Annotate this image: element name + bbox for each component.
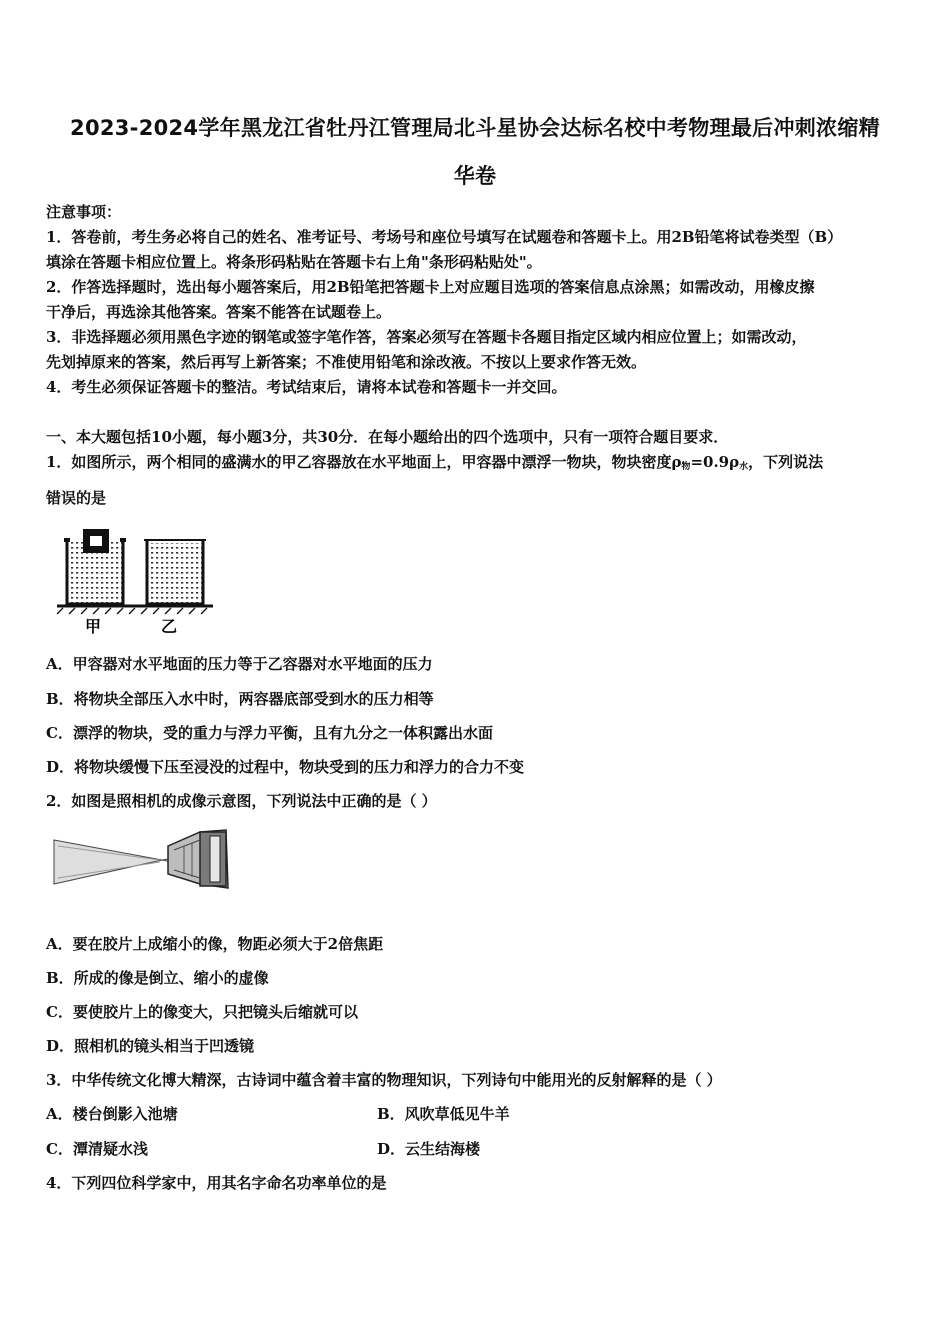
notice-line: 1．答卷前，考生务必将自己的姓名、准考证号、考场号和座位号填写在试题卷和答题卡上。用2B铅笔将试卷类型（B） [46, 228, 843, 246]
notice-line: 填涂在答题卡相应位置上。将条形码粘贴在答题卡右上角"条形码粘贴处"。 [46, 253, 542, 271]
camera-body [168, 830, 228, 888]
page-title-line2: 华卷 [453, 164, 497, 188]
q3-option-b: B．风吹草低见牛羊 [377, 1105, 510, 1123]
q1-stem-line2: 错误的是 [46, 489, 107, 507]
notice-line: 2．作答选择题时，选出每小题答案后，用2B铅笔把答题卡上对应题目选项的答案信息点涂黑；如需改动，用橡皮擦 [46, 278, 815, 296]
q2-stem: 2．如图是照相机的成像示意图，下列说法中正确的是（ ） [46, 792, 437, 810]
notice-line: 先划掉原来的答案，然后再写上新答案；不准使用铅笔和涂改液。不按以上要求作答无效。 [46, 353, 647, 371]
notice-line: 干净后，再选涂其他答案。答案不能答在试题卷上。 [46, 303, 392, 321]
q2-option-a: A．要在胶片上成缩小的像，物距必须大于2倍焦距 [46, 935, 384, 953]
ground [57, 606, 213, 614]
q1-containers-figure [55, 526, 220, 638]
page-title-line1: 2023-2024学年黑龙江省牡丹江管理局北斗星协会达标名校中考物理最后冲刺浓缩精 [70, 116, 880, 140]
notice-heading: 注意事项： [46, 203, 122, 221]
q1-option-c: C．漂浮的物块，受的重力与浮力平衡，且有九分之一体积露出水面 [46, 724, 493, 742]
q2-option-b: B．所成的像是倒立、缩小的虚像 [46, 969, 269, 987]
q1-option-d: D．将物块缓慢下压至浸没的过程中，物块受到的压力和浮力的合力不变 [46, 758, 525, 776]
q1-option-b: B．将物块全部压入水中时，两容器底部受到水的压力相等 [46, 690, 434, 708]
q1-option-a: A．甲容器对水平地面的压力等于乙容器对水平地面的压力 [46, 655, 433, 673]
q4-stem: 4．下列四位科学家中，用其名字命名功率单位的是 [46, 1174, 387, 1192]
q2-option-c: C．要使胶片上的像变大，只把镜头后缩就可以 [46, 1003, 358, 1021]
notice-line: 4．考生必须保证答题卡的整洁。考试结束后，请将本试卷和答题卡一并交回。 [46, 378, 567, 396]
q1-stem: 1．如图所示，两个相同的盛满水的甲乙容器放在水平地面上，甲容器中漂浮一物块，物块密度$\rho_物=0.9\rho_水$，下列说法 [46, 453, 824, 472]
object-cone [54, 840, 162, 884]
q2-option-d: D．照相机的镜头相当于凹透镜 [46, 1037, 255, 1055]
q3-option-c: C．潭清疑水浅 [46, 1140, 148, 1158]
label-jia: 甲 [85, 617, 102, 636]
q3-option-d: D．云生结海楼 [377, 1140, 481, 1158]
section-heading: 一、本大题包括10小题，每小题3分，共30分．在每小题给出的四个选项中，只有一项符合题目要求． [46, 428, 729, 446]
container-yi [144, 540, 206, 604]
floating-block [83, 529, 109, 553]
q3-option-a: A．楼台倒影入池塘 [46, 1105, 178, 1123]
label-yi: 乙 [161, 617, 178, 636]
q3-stem: 3．中华传统文化博大精深，古诗词中蕴含着丰富的物理知识，下列诗句中能用光的反射解释的是（ ） [46, 1071, 722, 1089]
q2-camera-figure [50, 826, 235, 894]
notice-line: 3．非选择题必须用黑色字迹的钢笔或签字笔作答，答案必须写在答题卡各题目指定区域内相应位置上；如需改动， [46, 328, 807, 346]
